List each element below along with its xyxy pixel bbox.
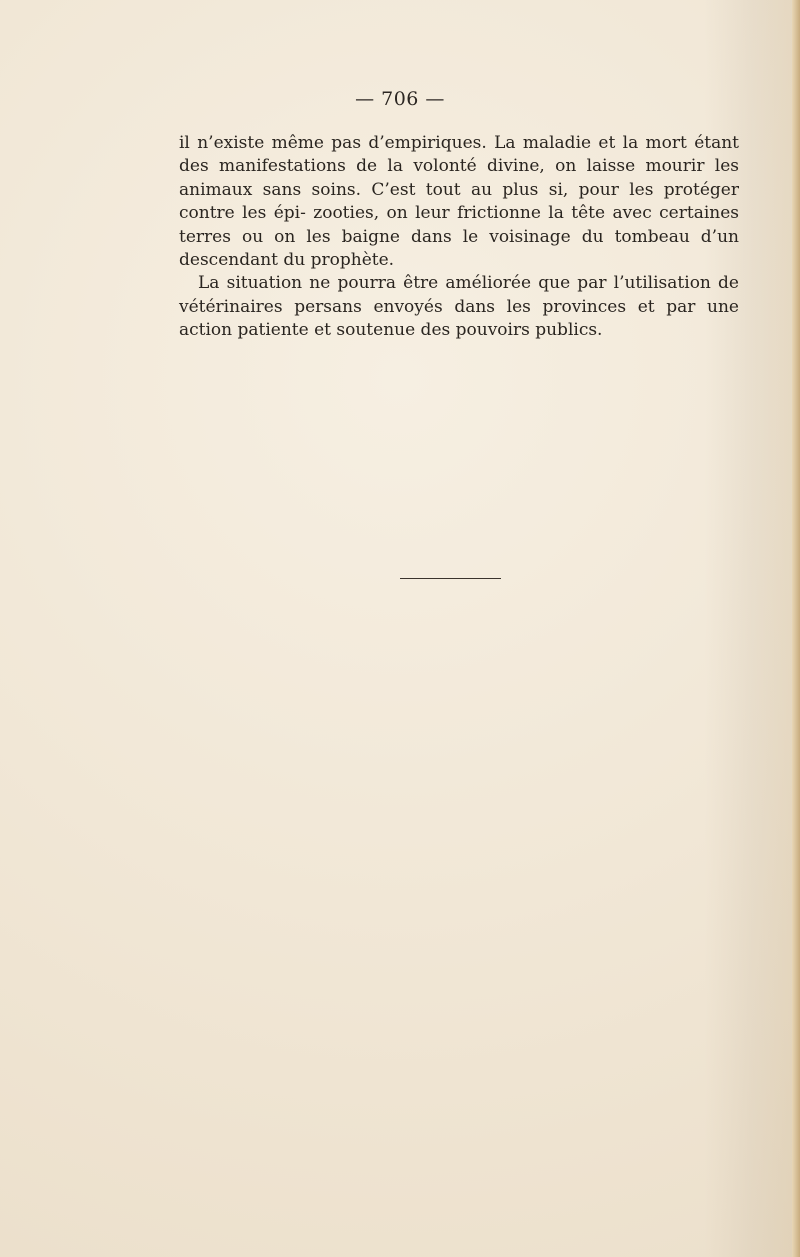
body-text xyxy=(179,132,739,343)
paragraph-2: La situation ne pourra être améliorée que par l’utilisation de vétérinaires persans envoyés dans les provinces et par une action patiente et soutenue des pouvoirs publics. xyxy=(179,273,739,341)
page-edge-shadow xyxy=(792,0,800,1257)
paragraph-1: il n’existe même pas d’empiriques. La maladie et la mort étant des manifestations de la volonté divine, on laisse mourir les animaux sans soins. C’est tout au plus si, pour les protéger contre les épi- zooties, on leur frictionne la tête avec certaines terres ou on les baigne dans le voisinage du tombeau d’un descendant du prophète. xyxy=(179,133,739,271)
section-divider-rule xyxy=(400,578,501,579)
page-number: — 706 — xyxy=(355,88,445,110)
